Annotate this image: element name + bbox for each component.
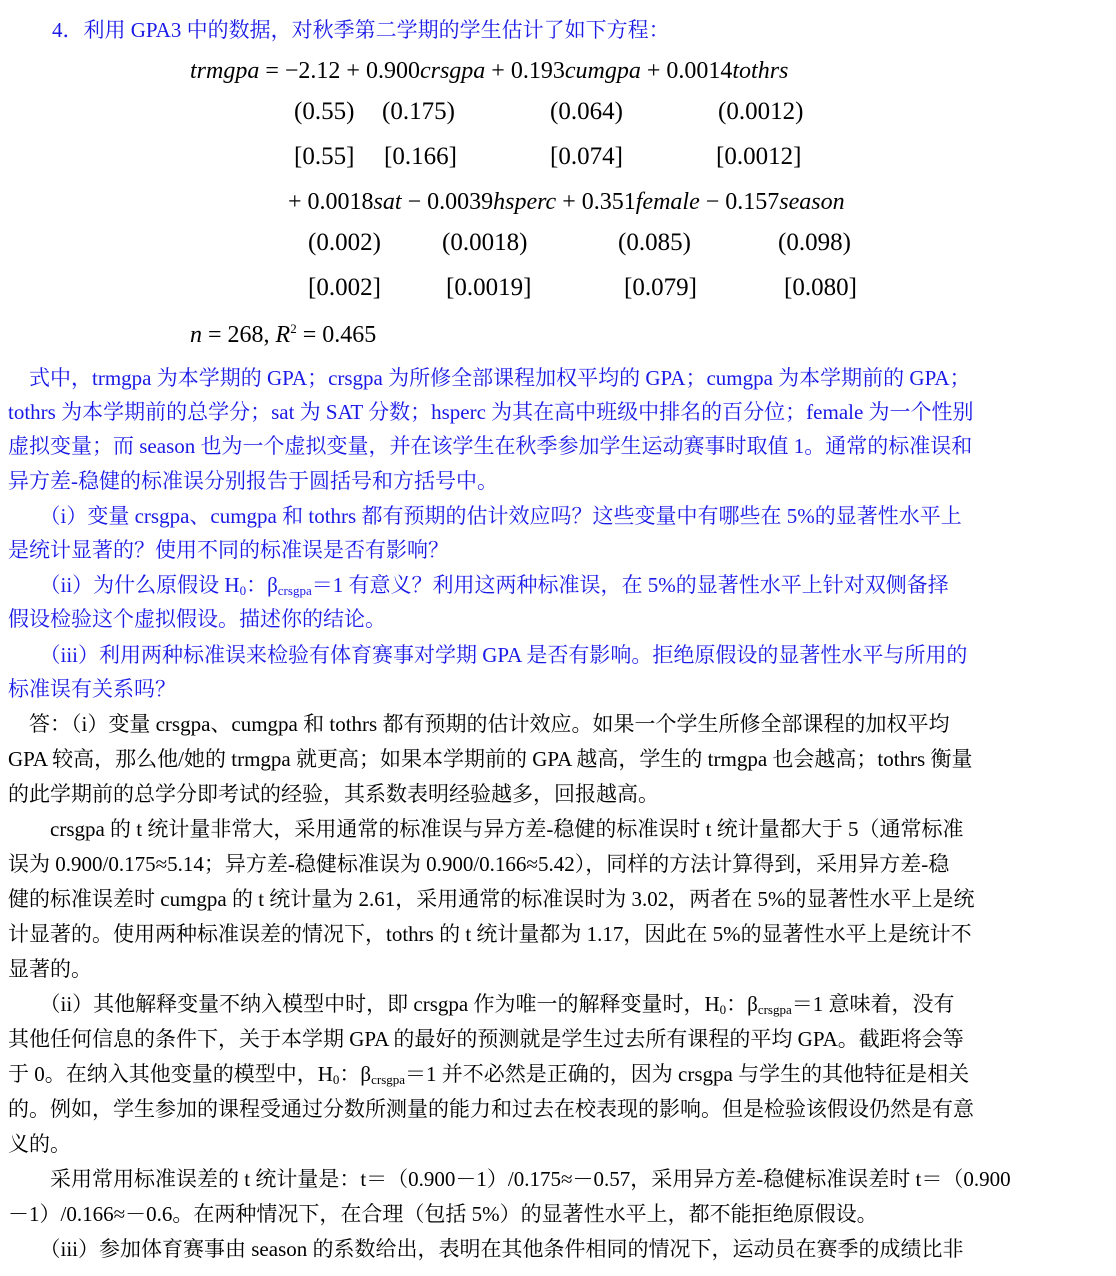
subscript: 0 (332, 1072, 340, 1087)
text-run: 于 0。在纳入其他变量的模型中，H (8, 1062, 333, 1086)
eq-term: + 0.0018 (288, 189, 374, 215)
answer-paragraph: 误为 0.900/0.175≈5.14；异方差-稳健标准误为 0.900/0.166≈5.42），同样的方法计算得到，采用异方差-稳 (8, 852, 950, 876)
eq-lhs: trmgpa (190, 58, 260, 84)
answer-paragraph: －1）/0.166≈－0.6。在两种情况下，在合理（包括 5%）的显著性水平上，都不能拒绝原假设。 (8, 1202, 878, 1226)
subscript: 0 (239, 583, 247, 598)
se-value: (0.085) (618, 229, 691, 256)
answer-paragraph: 其他任何信息的条件下，关于本学期 GPA 的最好的预测就是学生过去所有课程的平均 GPA。截距将会等 (8, 1027, 964, 1051)
eq-term: + 0.193 (485, 58, 565, 84)
eq-term: + 0.351 (556, 189, 636, 215)
text-run: ：β (246, 573, 278, 597)
description-line: 虚拟变量；而 season 也为一个虚拟变量，并在该学生在秋季参加学生运动赛事时取值 1。通常的标准误和 (8, 434, 973, 458)
eq-term: + 0.0014 (640, 58, 733, 84)
se-value: (0.002) (308, 229, 381, 256)
robust-se-value: [0.074] (550, 143, 623, 170)
eq-var: sat (373, 189, 402, 215)
answer-paragraph: 答：（i）变量 crsgpa、cumgpa 和 tothrs 都有预期的估计效应。如果一个学生所修全部课程的加权平均 (8, 712, 950, 736)
se-value: (0.098) (778, 229, 851, 256)
answer-paragraph: 显著的。 (8, 957, 92, 981)
text-run: ＝1 并不必然是正确的，因为 crsgpa 与学生的其他特征是相关 (405, 1062, 970, 1086)
description-line: 异方差-稳健的标准误分别报告于圆括号和方括号中。 (8, 469, 498, 493)
description-line: 式中，trmgpa 为本学期的 GPA；crsgpa 为所修全部课程加权平均的 GPA；cumgpa 为本学期前的 GPA； (8, 366, 971, 390)
text-run: ：β (726, 992, 758, 1016)
regression-stats (190, 322, 376, 349)
eq-var: hsperc (493, 189, 557, 215)
subscript: crsgpa (277, 583, 312, 598)
se-value: (0.0012) (718, 98, 804, 125)
robust-se-value: [0.002] (308, 274, 381, 301)
answer-paragraph: 的此学期前的总学分即考试的经验，其系数表明经验越多，回报越高。 (8, 782, 659, 806)
text-run: （ii）为什么原假设 H (8, 573, 240, 597)
eq-term: − 0.0039 (401, 189, 494, 215)
answer-paragraph: 采用常用标准误差的 t 统计量是：t＝（0.900－1）/0.175≈－0.57，采用异方差-稳健标准误差时 t＝（0.900 (8, 1167, 1011, 1191)
stat-r-value: = 0.465 (296, 322, 377, 348)
robust-se-value: [0.55] (294, 143, 355, 170)
text-run: （ii）其他解释变量不纳入模型中时，即 crsgpa 作为唯一的解释变量时，H (8, 992, 720, 1016)
robust-se-value: [0.0012] (716, 143, 802, 170)
eq-var: tothrs (732, 58, 789, 84)
answer-paragraph (8, 990, 1104, 1018)
eq-term: − 0.157 (699, 189, 780, 215)
description-line: tothrs 为本学期前的总学分；sat 为 SAT 分数；hsperc 为其在高中班级中排名的百分位；female 为一个性别 (8, 400, 974, 424)
answer-paragraph: （iii）参加体育赛事由 season 的系数给出，表明在其他条件相同的情况下，运动员在赛季的成绩比非 (8, 1237, 964, 1261)
answer-paragraph: GPA 较高，那么他/她的 trmgpa 就更高；如果本学期前的 GPA 越高，学生的 trmgpa 也会越高；tothrs 衡量 (8, 747, 973, 771)
robust-se-value: [0.166] (384, 143, 457, 170)
subscript: crsgpa (371, 1072, 406, 1087)
subscript: crsgpa (757, 1002, 792, 1017)
question-part-i: （i）变量 crsgpa、cumgpa 和 tothrs 都有预期的估计效应吗？这些变量中有哪些在 5%的显著性水平上 (8, 504, 962, 528)
question-title: 4．利用 GPA3 中的数据，对秋季第二学期的学生估计了如下方程： (52, 18, 670, 42)
se-value: (0.064) (550, 98, 623, 125)
stat-n-symbol: n (190, 322, 202, 348)
se-value: (0.175) (382, 98, 455, 125)
se-value: (0.55) (294, 98, 355, 125)
question-part-i: 是统计显著的？使用不同的标准误是否有影响？ (8, 538, 449, 562)
answer-paragraph (8, 1060, 1104, 1088)
eq-var: cumgpa (564, 58, 641, 84)
robust-se-value: [0.079] (624, 274, 697, 301)
equation-line-1 (190, 58, 788, 85)
question-part-ii (8, 571, 1104, 599)
answer-paragraph: 义的。 (8, 1132, 71, 1156)
eq-term: = −2.12 + 0.900 (259, 58, 420, 84)
answer-paragraph: 健的标准误差时 cumgpa 的 t 统计量为 2.61，采用通常的标准误时为 3.02，两者在 5%的显著性水平上是统 (8, 887, 975, 911)
question-part-ii: 假设检验这个虚拟假设。描述你的结论。 (8, 607, 386, 631)
question-part-iii: 标准误有关系吗？ (8, 677, 176, 701)
robust-se-value: [0.080] (784, 274, 857, 301)
equation-line-2 (288, 189, 845, 216)
stat-r-superscript: 2 (290, 321, 297, 336)
eq-var: crsgpa (419, 58, 486, 84)
se-value: (0.0018) (442, 229, 528, 256)
text-run: ＝1 意味着，没有 (791, 992, 955, 1016)
robust-se-value: [0.0019] (446, 274, 532, 301)
answer-paragraph: 的。例如，学生参加的课程受通过分数所测量的能力和过去在校表现的影响。但是检验该假设仍然是有意 (8, 1097, 974, 1121)
stat-n-value: = 268, (202, 322, 276, 348)
stat-r-symbol: R (275, 322, 291, 348)
subscript: 0 (719, 1002, 727, 1017)
question-part-iii: （iii）利用两种标准误来检验有体育赛事对学期 GPA 是否有影响。拒绝原假设的显著性水平与所用的 (8, 643, 968, 667)
answer-paragraph: crsgpa 的 t 统计量非常大，采用通常的标准误与异方差-稳健的标准误时 t 统计量都大于 5（通常标准 (8, 817, 964, 841)
answer-paragraph: 计显著的。使用两种标准误差的情况下，tothrs 的 t 统计量都为 1.17，因此在 5%的显著性水平上是统计不 (8, 922, 972, 946)
text-run: ＝1 有意义？利用这两种标准误，在 5%的显著性水平上针对双侧备择 (311, 573, 949, 597)
eq-var: female (635, 189, 700, 215)
text-run: ：β (339, 1062, 372, 1086)
eq-var: season (779, 189, 845, 215)
